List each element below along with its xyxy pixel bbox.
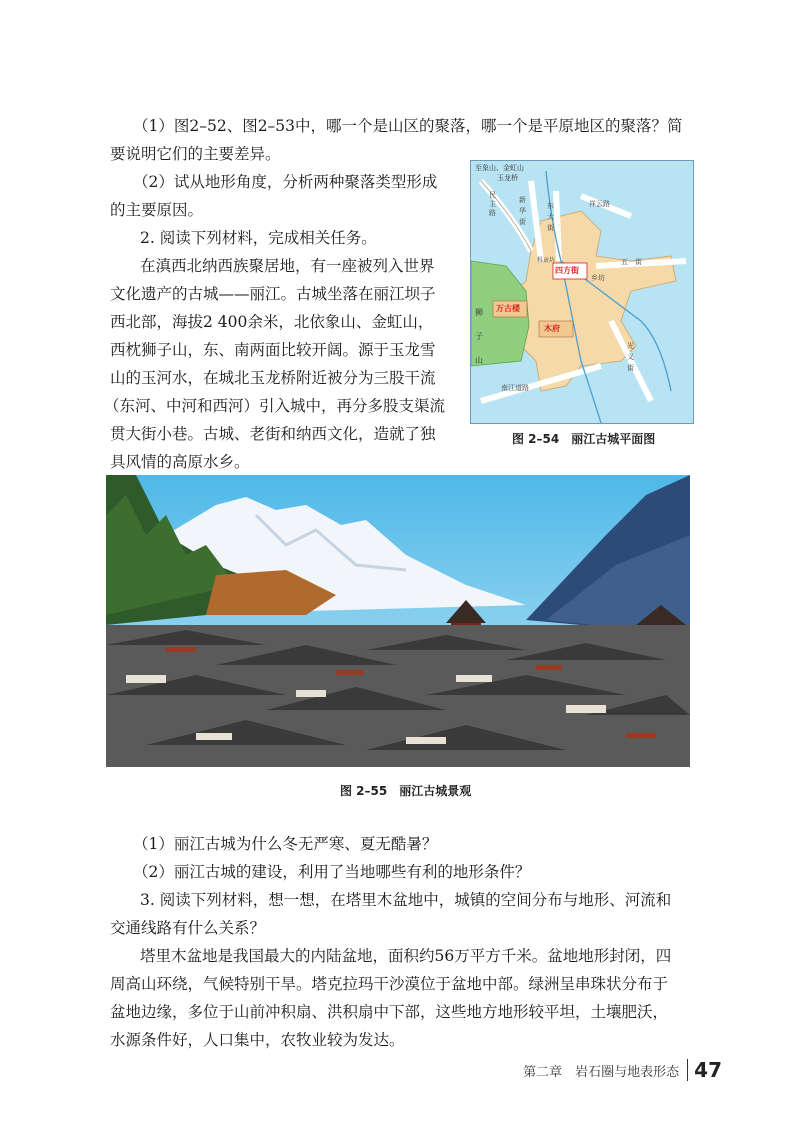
photo-caption: 图 2–55 丽江古城景观 [340, 784, 472, 798]
chapter-title: 第二章 岩石圈与地表形态 [523, 1064, 680, 1080]
lijiang-landscape-photo [106, 475, 690, 767]
passage-line: 盆地边缘，多位于山前冲积扇、洪积扇中下部，这些地方地形较平坦，土壤肥沃， [110, 1003, 669, 1021]
passage-line: 在滇西北纳西族聚居地，有一座被列入世界 [140, 257, 435, 275]
map-label-guangbi-street: 光义街 [627, 342, 634, 372]
question-1-line-1: （1）图2–52、图2–53中，哪一个是山区的聚落，哪一个是平原地区的聚落？简 [133, 117, 683, 135]
map-label-bridge: 玉龙桥 [497, 174, 518, 182]
map-label-kejifang: 科贡坊 [537, 257, 556, 264]
map-label-nanjiang-road: 南江道路 [501, 384, 529, 392]
question-2-line-2: 的主要原因。 [110, 201, 204, 219]
map-label-wangulou: 万古楼 [496, 304, 520, 313]
passage-line: 水源条件好，人口集中，农牧业较为发达。 [110, 1031, 405, 1049]
map-label-shizishan: 狮子山 [475, 308, 483, 365]
passage-line: 塔里木盆地是我国最大的内陆盆地，面积约56万平方千米。盆地地形封闭，四 [140, 947, 672, 965]
passage-line: 周高山环绕，气候特别干旱。塔克拉玛干沙漠位于盆地中部。绿洲呈串珠状分布于 [110, 975, 669, 993]
map-label-mufu: 木府 [544, 324, 560, 333]
task-2-heading: 2. 阅读下列材料，完成相关任务。 [140, 229, 377, 247]
map-label-minzhu-road: 民主路 [489, 191, 496, 217]
footer-divider [687, 1059, 688, 1081]
map-label-xiangyun-road: 祥云路 [589, 200, 610, 208]
lijiang-town-map [470, 160, 694, 424]
question-2-line-1: （2）试从地形角度，分析两种聚落类型形成 [133, 173, 438, 191]
lijiang-question-1: （1）丽江古城为什么冬无严寒、夏无酷暑？ [133, 835, 438, 853]
passage-line: 文化遗产的古城——丽江。古城坐落在丽江坝子 [110, 285, 436, 303]
page-footer [523, 1058, 722, 1082]
task-3-line-2: 交通线路有什么关系？ [110, 919, 266, 937]
map-caption: 图 2–54 丽江古城平面图 [512, 432, 656, 446]
lijiang-question-2: （2）丽江古城的建设，利用了当地哪些有利的地形条件？ [133, 863, 531, 881]
map-label-xiangfang: 乡坊 [591, 274, 605, 282]
map-label-mountains: 至象山、金虹山 [475, 164, 524, 172]
page-number: 47 [694, 1058, 722, 1082]
passage-line: 西北部，海拔2 400余米，北依象山、金虹山， [110, 313, 434, 331]
photo-graphic [106, 475, 690, 767]
map-label-sifangjie: 四方街 [555, 266, 579, 275]
passage-line: 具风情的高原水乡。 [110, 453, 250, 471]
passage-line: 山的玉河水，在城北玉龙桥附近被分为三股干流 [110, 369, 436, 387]
passage-line: （东河、中河和西河）引入城中，再分多股支渠流 [104, 397, 446, 415]
question-1-line-2: 要说明它们的主要差异。 [110, 145, 281, 163]
map-label-xinhua-street: 新华街 [519, 196, 526, 226]
task-3-line-1: 3. 阅读下列材料，想一想，在塔里木盆地中，城镇的空间分布与地形、河流和 [140, 891, 672, 909]
passage-line: 贯大街小巷。古城、老街和纳西文化，造就了独 [110, 425, 436, 443]
map-label-dong-street: 东大街 [547, 202, 554, 232]
passage-line: 西枕狮子山，东、南两面比较开阔。源于玉龙雪 [110, 341, 436, 359]
map-label-wuyi-street: 五一街 [621, 258, 642, 266]
